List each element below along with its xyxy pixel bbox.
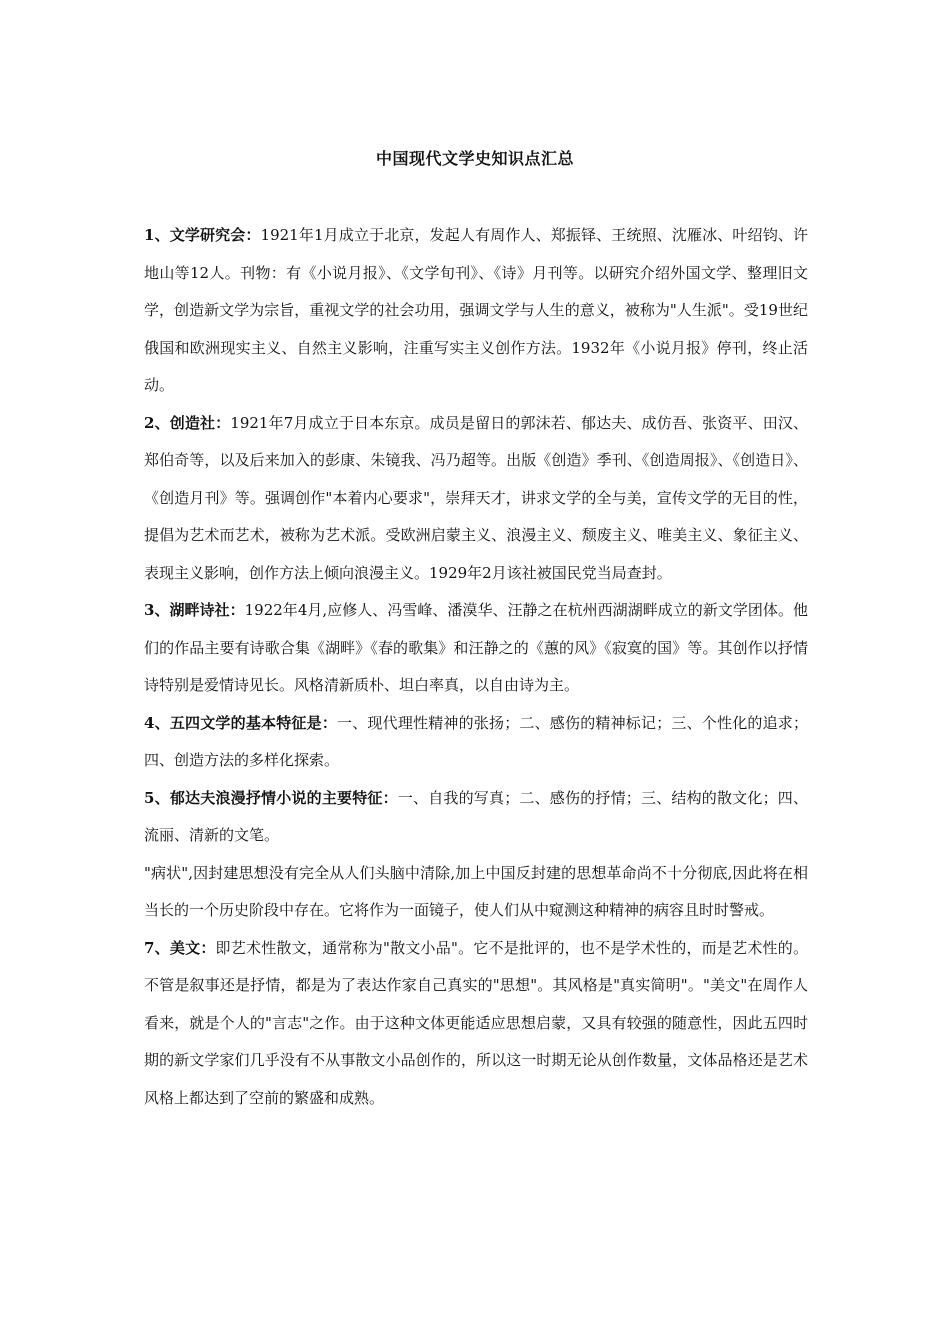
paragraph-symptoms <box>144 855 808 930</box>
paragraph-term: 4、五四文学的基本特征是： <box>144 713 338 732</box>
paragraph-yu-dafu-features <box>144 780 808 855</box>
paragraph-text: 1922年4月,应修人、冯雪峰、潘漠华、汪静之在杭州西湖湖畔成立的新文学团体。他们的作品主要有诗歌合集《湖畔》《春的歌集》和汪静之的《蕙的风》《寂寞的国》等。其创作以抒情诗特别是爱情诗见长。风格清新质朴、坦白率真，以自由诗为主。 <box>144 601 808 694</box>
paragraph-term: 7、美文： <box>144 938 216 957</box>
document-title: 中国现代文学史知识点汇总 <box>375 149 574 168</box>
paragraph-text: 一、自我的写真；二、感伤的抒情；三、结构的散文化；四、流丽、清新的文笔。 <box>144 788 808 844</box>
paragraph-text: 即艺术性散文，通常称为"散文小品"。它不是批评的，也不是学术性的，而是艺术性的。不管是叙事还是抒情，都是为了表达作家自己真实的"思想"。其风格是"真实简明"。"美文"在周作人看来，就是个人的"言志"之作。由于这种文体更能适应思想启蒙，又具有较强的随意性，因此五四时期的新文学家们几乎没有不从事散文小品创作的，所以这一时期无论从创作数量，文体品格还是艺术风格上都达到了空前的繁盛和成熟。 <box>144 938 808 1107</box>
paragraph-term: 2、创造社： <box>144 413 231 432</box>
paragraph-text: "病状",因封建思想没有完全从人们头脑中清除,加上中国反封建的思想革命尚不十分彻底,因此将在相当长的一个历史阶段中存在。它将作为一面镜子，使人们从中窥测这种精神的病容且时时警戒。 <box>144 863 808 919</box>
paragraph-term: 1、文学研究会： <box>144 226 261 244</box>
paragraph-text: 一、现代理性精神的张扬；二、感伤的精神标记；三、个性化的追求；四、创造方法的多样化探索。 <box>144 713 808 769</box>
paragraph-text: 1921年1月成立于北京，发起人有周作人、郑振铎、王统照、沈雁冰、叶绍钧、许地山等12人。刊物：有《小说月报》、《文学旬刊》、《诗》月刊等。以研究介绍外国文学、整理旧文学，创造新文学为宗旨，重视文学的社会功用，强调文学与人生的意义，被称为"人生派"。受19世纪俄国和欧洲现实主义、自然主义影响，注重写实主义创作方法。1932年《小说月报》停刊，终止活动。 <box>144 226 808 394</box>
document-body <box>144 217 808 1117</box>
paragraph-belles-lettres <box>144 930 808 1118</box>
paragraph-term: 3、湖畔诗社： <box>144 601 245 619</box>
paragraph-lakeside-poetry-society <box>144 592 808 705</box>
paragraph-text: 1921年7月成立于日本东京。成员是留日的郭沫若、郁达夫、成仿吾、张资平、田汉、郑伯奇等，以及后来加入的彭康、朱镜我、冯乃超等。出版《创造》季刊、《创造周报》、《创造日》、《创造月刊》等。强调创作"本着内心要求"，崇拜天才，讲求文学的全与美，宣传文学的无目的性，提倡为艺术而艺术，被称为艺术派。受欧洲启蒙主义、浪漫主义、颓废主义、唯美主义、象征主义、表现主义影响，创作方法上倾向浪漫主义。1929年2月该社被国民党当局查封。 <box>144 413 808 582</box>
paragraph-may-fourth-features <box>144 705 808 780</box>
paragraph-literary-research-society <box>144 217 808 405</box>
paragraph-creation-society <box>144 405 808 593</box>
paragraph-term: 5、郁达夫浪漫抒情小说的主要特征： <box>144 788 398 807</box>
